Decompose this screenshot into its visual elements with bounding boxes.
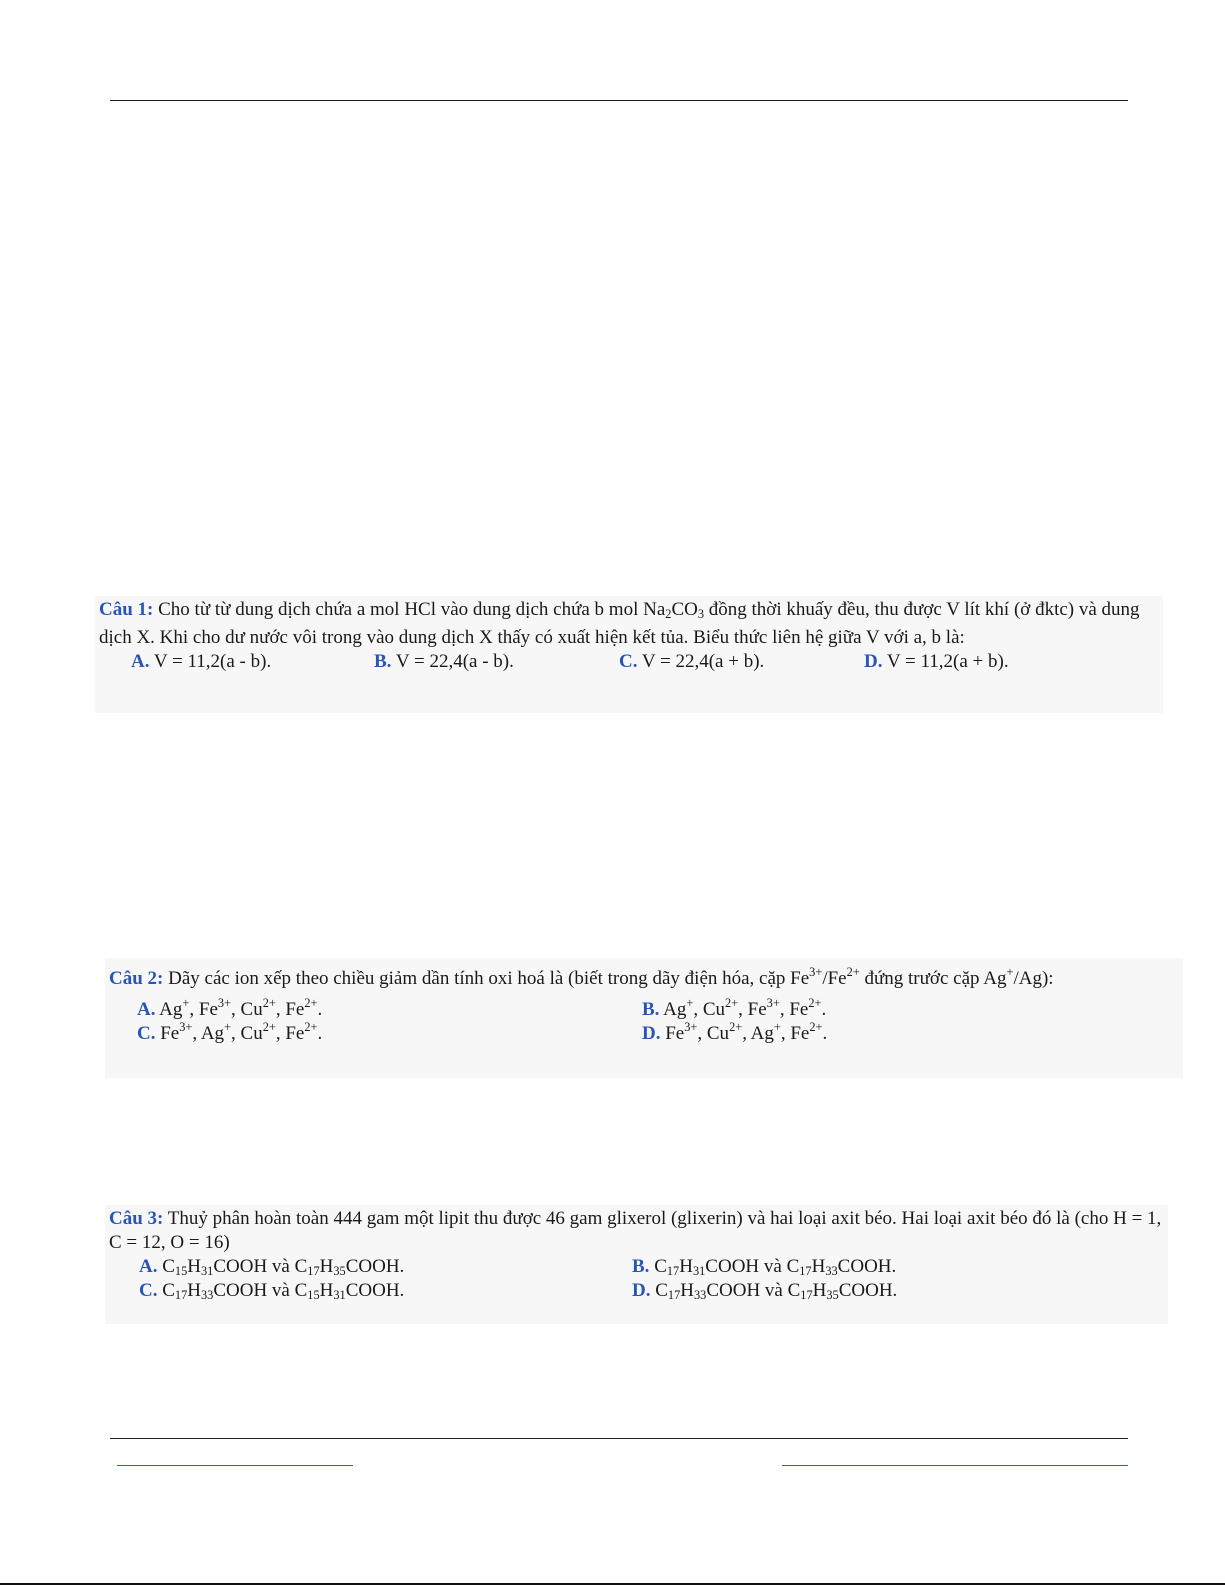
option-letter: C.	[619, 651, 638, 672]
text-run: 3+	[809, 965, 823, 979]
text-run: , Cu	[697, 1023, 730, 1044]
text-run: 2+	[304, 1020, 318, 1034]
text-run: H	[680, 1280, 694, 1301]
text-run: 17	[799, 1264, 812, 1278]
question-1-option-a	[131, 650, 271, 674]
text-run: .	[821, 999, 827, 1020]
text-run: 2+	[808, 996, 822, 1010]
text-run: C	[650, 1280, 668, 1301]
text-run: +	[1006, 965, 1014, 979]
option-letter: A.	[139, 1256, 158, 1277]
text-run: +	[686, 996, 694, 1010]
question-2-options-row-1	[109, 991, 1179, 1020]
text-run: Fe	[155, 1023, 180, 1044]
text-run: 17	[307, 1264, 320, 1278]
text-run: 2+	[846, 965, 860, 979]
question-1-option-b	[374, 650, 514, 674]
text-run: H	[811, 1256, 826, 1277]
question-1-option-c	[619, 650, 764, 674]
text-run: 3	[697, 607, 705, 621]
text-run: C	[157, 1280, 175, 1301]
text-run: Fe	[660, 1023, 685, 1044]
text-run: COOH.	[345, 1256, 405, 1277]
text-run: C	[157, 1256, 175, 1277]
text-run: H	[679, 1256, 693, 1277]
option-letter: B.	[632, 1256, 650, 1277]
text-run: , Fe	[780, 1023, 810, 1044]
text-run: C	[649, 1256, 667, 1277]
text-run: 33	[825, 1264, 838, 1278]
question-3-options-row-2	[109, 1279, 1164, 1303]
question-2	[105, 958, 1183, 1078]
text-run: Thuỷ phân hoàn toàn 444 gam một lipit thu được 46 gam glixerol (glixerin) và hai loại axit béo. Hai loại axit béo đó là (cho H = 1, C = 12, O = 16)	[109, 1208, 1162, 1253]
text-run: 17	[666, 1264, 680, 1278]
text-run: , Fe	[779, 999, 809, 1020]
question-3-label: Câu 3:	[109, 1208, 164, 1229]
question-1-text	[99, 599, 1140, 648]
text-run: Ag	[155, 999, 183, 1020]
text-run: 35	[333, 1264, 346, 1278]
text-run: +	[224, 1020, 232, 1034]
question-2-label: Câu 2:	[109, 968, 164, 989]
question-3-options-row-1	[109, 1255, 1164, 1279]
text-run: , Ag	[192, 1023, 225, 1044]
question-3-text	[109, 1208, 1161, 1253]
text-run: 2+	[262, 996, 276, 1010]
option-letter: C.	[139, 1280, 158, 1301]
text-run: V = 22,4(a - b).	[391, 651, 514, 672]
text-run: 3+	[684, 1020, 698, 1034]
option-letter: A.	[137, 999, 156, 1020]
text-run: .	[317, 1023, 323, 1044]
text-run: H	[319, 1280, 334, 1301]
text-run: 17	[667, 1288, 681, 1302]
text-run: 33	[201, 1288, 214, 1302]
question-1-stem	[99, 598, 1159, 650]
text-run: 2	[665, 607, 672, 621]
option-letter: D.	[642, 1023, 661, 1044]
text-run: , Cu	[693, 999, 726, 1020]
text-run: đứng trước cặp Ag	[859, 968, 1007, 989]
text-run: H	[187, 1280, 201, 1301]
question-1-label: Câu 1:	[99, 599, 154, 620]
text-run: , Fe	[189, 999, 218, 1020]
text-run: H	[187, 1256, 201, 1277]
question-2-text	[168, 965, 1054, 989]
text-run: 2+	[304, 996, 318, 1010]
text-run: COOH.	[837, 1256, 897, 1277]
text-run: COOH.	[345, 1280, 405, 1301]
text-run: , Fe	[275, 1023, 305, 1044]
text-run: đồng thời khuấy đều, thu được V lít khí (ở đktc) và dung dịch X. Khi cho dư nước vôi trong vào dung dịch X thấy có xuất hiện kết tủa. Biểu thức liên hệ giữa V với a, b là:	[99, 599, 1140, 648]
text-run: +	[182, 996, 190, 1010]
text-run: COOH.	[838, 1280, 898, 1301]
option-letter: A.	[131, 651, 150, 672]
question-2-option-c	[137, 1015, 322, 1046]
text-run: 3+	[766, 996, 780, 1010]
question-3-option-c	[139, 1279, 404, 1307]
question-2-option-d	[642, 1015, 827, 1046]
text-run: 2+	[809, 1020, 823, 1034]
text-run: V = 11,2(a + b).	[882, 651, 1009, 672]
text-run: , Cu	[231, 999, 263, 1020]
option-letter: D.	[864, 651, 883, 672]
text-run: 31	[201, 1264, 214, 1278]
text-run: 2+	[729, 1020, 743, 1034]
text-run: Dãy các ion xếp theo chiều giảm dần tính oxi hoá là (biết trong dãy điện hóa, cặp Fe	[168, 968, 810, 989]
question-3	[105, 1205, 1168, 1324]
text-run: V = 11,2(a - b).	[149, 651, 272, 672]
question-2-options-row-2	[109, 1015, 1179, 1044]
text-run: H	[812, 1280, 827, 1301]
option-letter: C.	[137, 1023, 156, 1044]
text-run: 3+	[179, 1020, 193, 1034]
question-3-option-d	[632, 1279, 897, 1307]
footer-link-right-underline	[782, 1465, 1128, 1466]
text-run: /Fe	[822, 968, 847, 989]
text-run: .	[822, 1023, 828, 1044]
header-rule	[110, 100, 1128, 101]
text-run: +	[773, 1020, 781, 1034]
text-run: COOH và C	[213, 1280, 308, 1301]
text-run: 2+	[262, 1020, 276, 1034]
footer-rule	[110, 1438, 1128, 1439]
text-run: , Cu	[231, 1023, 263, 1044]
option-letter: D.	[632, 1280, 651, 1301]
text-run: V = 22,4(a + b).	[637, 651, 765, 672]
text-run: 17	[174, 1288, 188, 1302]
text-run: , Fe	[275, 999, 305, 1020]
question-1-options	[99, 650, 1159, 674]
text-run: 15	[174, 1264, 188, 1278]
option-letter: B.	[374, 651, 392, 672]
text-run: , Ag	[742, 1023, 774, 1044]
text-run: 33	[694, 1288, 707, 1302]
question-3-stem	[109, 1207, 1164, 1255]
question-1-option-d	[864, 650, 1009, 674]
footer-link-left-underline	[117, 1465, 353, 1466]
text-run: 3+	[217, 996, 232, 1010]
text-run: COOH và C	[213, 1256, 308, 1277]
text-run: COOH và C	[705, 1256, 800, 1277]
text-run: Cho từ từ dung dịch chứa a mol HCl vào dung dịch chứa b mol Na	[158, 599, 666, 620]
text-run: 15	[307, 1288, 320, 1302]
text-run: CO	[671, 599, 698, 620]
question-2-stem	[109, 960, 1179, 991]
text-run: 17	[800, 1288, 813, 1302]
text-run: H	[319, 1256, 334, 1277]
text-run: .	[317, 999, 323, 1020]
option-letter: B.	[642, 999, 660, 1020]
text-run: COOH và C	[706, 1280, 801, 1301]
question-1	[95, 596, 1163, 713]
text-run: 31	[333, 1288, 346, 1302]
text-run: /Ag):	[1013, 968, 1054, 989]
text-run: , Fe	[738, 999, 767, 1020]
text-run: 31	[692, 1264, 706, 1278]
text-run: Ag	[659, 999, 687, 1020]
text-run: 35	[826, 1288, 839, 1302]
text-run: 2+	[725, 996, 739, 1010]
